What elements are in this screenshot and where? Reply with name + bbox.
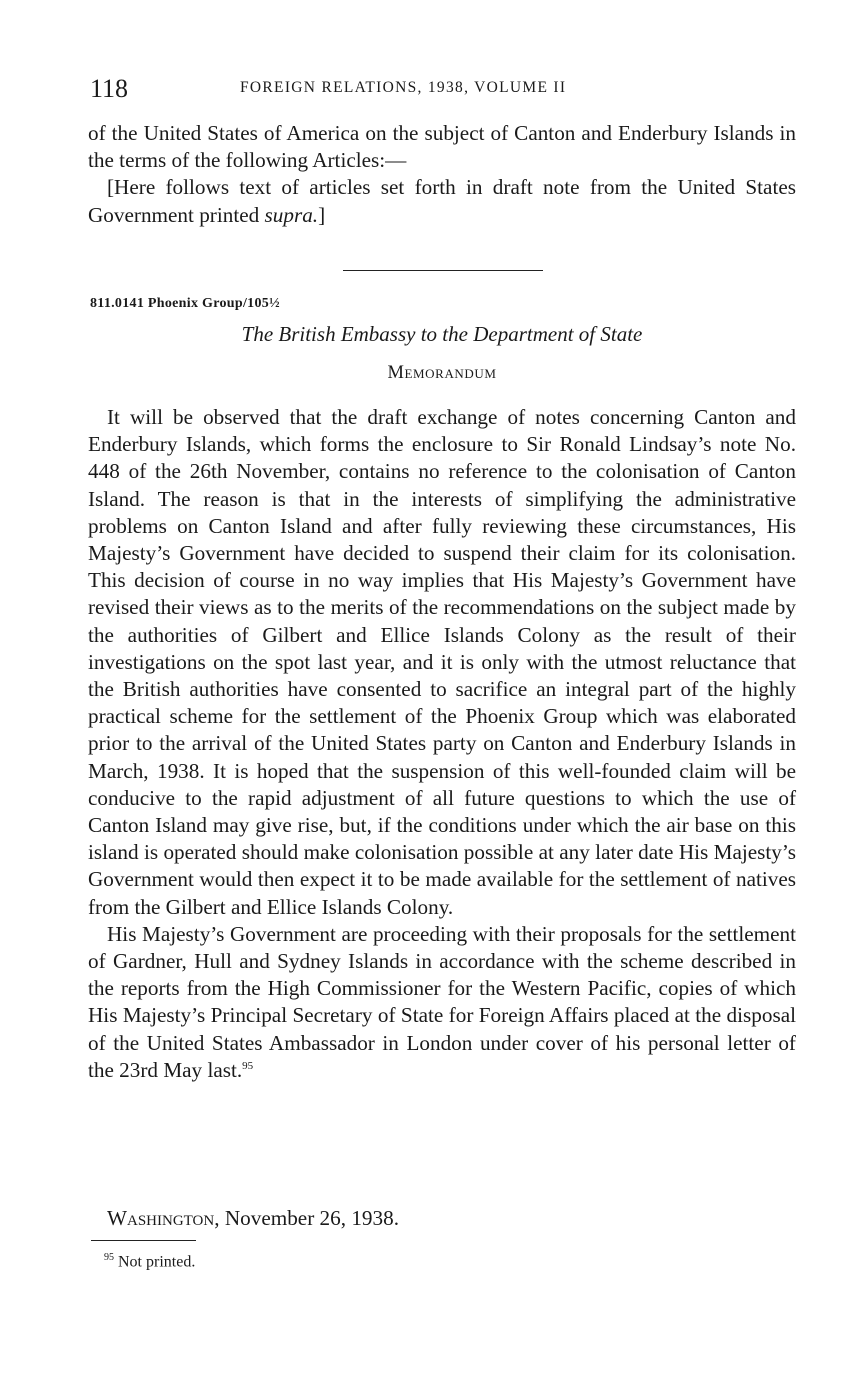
signoff-date: , November 26, 1938. (214, 1206, 400, 1230)
footnote-text: Not printed. (118, 1253, 196, 1271)
page-number: 118 (90, 74, 129, 103)
memorandum-paragraph-1: It will be observed that the draft exchange of notes concerning Canton and Enderbury Islands, which forms the enclosure to Sir Ronald Lindsay’s note No. 448 of the 26th November, contains no reference to the colonisation of Canton Island. The reason is that in the interests of simplifying the administrative problems on Canton Island and after fully reviewing these circumstances, His Majesty’s Government have decided to suspend their claim for its colonisation. This decision of course in no way implies that His Majesty’s Government have revised their views as to the merits of the recommendations on the subject made by the authorities of Gilbert and Ellice Islands Colony as the result of their investigations on the spot last year, and it is only with the utmost reluctance that the British authorities have consented to sacrifice an integral part of the highly practical scheme for the settlement of the Phoenix Group which was elaborated prior to the arrival of the United States party on Canton and Enderbury Islands in March, 1938. It is hoped that the suspension of this well-founded claim will be conducive to the rapid adjustment of all future questions to which the use of Canton Island may give rise, but, if the conditions under which the air base on this island is operated should make colonisation possible at any later date His Majesty’s Government would then expect it to be made available for the settlement of natives from the Gilbert and Ellice Islands Colony. (88, 405, 796, 919)
editorial-note-text: [Here follows text of articles set forth in draft note from the United States Government printed (88, 175, 796, 227)
section-divider (343, 270, 543, 271)
footnote-reference[interactable]: 95 (242, 1059, 254, 1072)
memorandum-paragraph-2-text: His Majesty’s Government are proceeding with their proposals for the settlement of Gardner, Hull and Sydney Islands in accordance with the scheme described in the reports from the High Commissioner for the Western Pacific, copies of which His Majesty’s Principal Secretary of State for Foreign Affairs placed at the disposal of the United States Ambassador in London under cover of his personal letter of the 23rd May last. (88, 921, 796, 1082)
memorandum-body (88, 404, 796, 1084)
footnote-mark: 95 (104, 1252, 114, 1263)
editorial-note-italic: supra. (264, 202, 319, 227)
memorandum-paragraph-2 (88, 921, 796, 1084)
editorial-note (88, 174, 796, 228)
footnote-rule (91, 1240, 196, 1241)
memorandum-label: Memorandum (387, 363, 497, 383)
running-title: FOREIGN RELATIONS, 1938, VOLUME II (240, 79, 567, 96)
footnote (104, 1252, 195, 1271)
continuation-text (88, 120, 796, 229)
document-heading: The British Embassy to the Department of State (241, 322, 643, 346)
continuation-paragraph: of the United States of America on the subject of Canton and Enderbury Islands in the terms of the following Articles:— (88, 121, 796, 173)
editorial-note-close: ] (318, 202, 326, 227)
signoff-line (107, 1206, 399, 1231)
running-head (90, 74, 795, 106)
file-number: 811.0141 Phoenix Group/105½ (90, 296, 280, 311)
signoff-place: Washington (107, 1206, 215, 1230)
